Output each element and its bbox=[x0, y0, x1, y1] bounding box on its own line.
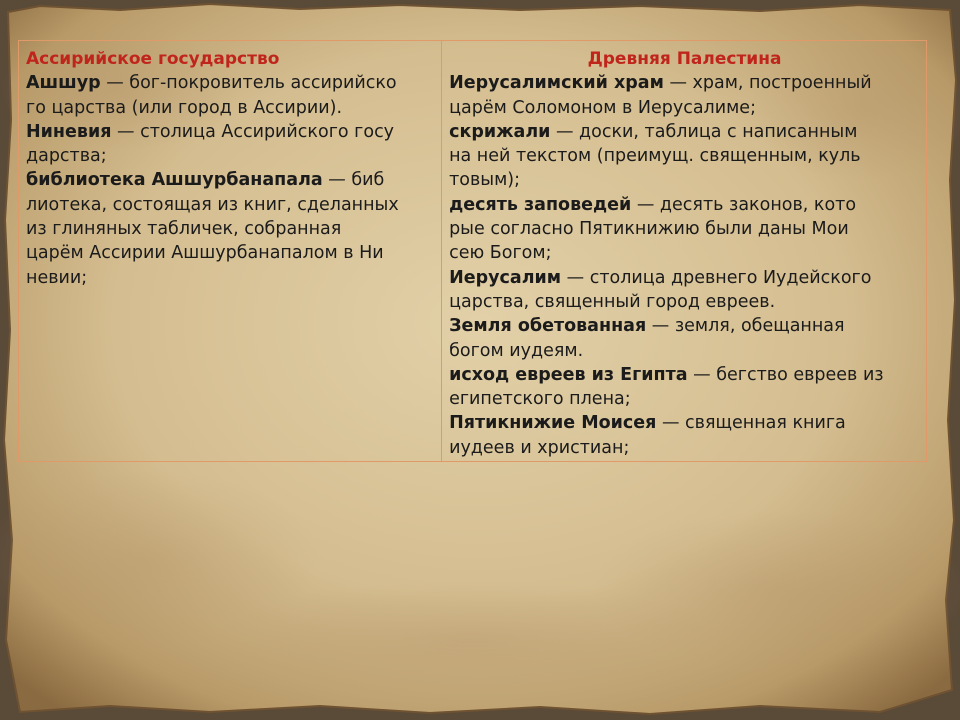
entry-line: рые согласно Пятикнижию были даны Мои bbox=[449, 219, 849, 240]
entry-line: десять заповедей — десять законов, кото bbox=[449, 194, 857, 215]
entry-line: го царства (или город в Ассирии). bbox=[26, 97, 343, 118]
entry-term: Иерусалимский храм bbox=[449, 73, 664, 94]
entry-term: Ниневия bbox=[26, 121, 112, 142]
content-table bbox=[18, 40, 927, 462]
entry-line: на ней текстом (преимущ. священным, куль bbox=[449, 146, 861, 167]
entry-term: десять заповедей bbox=[449, 194, 632, 215]
palestine-entry bbox=[449, 314, 920, 363]
entry-line: скрижали — доски, таблица с написанным bbox=[449, 121, 858, 142]
entry-term: Иерусалим bbox=[449, 267, 562, 288]
assyria-entries bbox=[26, 71, 433, 290]
entry-line: товым); bbox=[449, 170, 521, 191]
palestine-heading: Древняя Палестина bbox=[587, 49, 782, 69]
assyria-entry bbox=[26, 71, 433, 120]
entry-line: Иерусалим — столица древнего Иудейского bbox=[449, 267, 872, 288]
entry-line: дарства; bbox=[26, 146, 107, 167]
entry-line: Земля обетованная — земля, обещанная bbox=[449, 316, 845, 337]
assyria-column bbox=[19, 41, 442, 461]
entry-line: из глиняных табличек, собранная bbox=[26, 219, 342, 240]
palestine-entry bbox=[449, 193, 920, 266]
palestine-entry bbox=[449, 120, 920, 193]
entry-term: Пятикнижие Моисея bbox=[449, 413, 657, 434]
palestine-entry bbox=[449, 363, 920, 412]
entry-term: Земля обетованная bbox=[449, 316, 647, 337]
entry-line: царства, священный город евреев. bbox=[449, 291, 776, 312]
entry-line: лиотека, состоящая из книг, сделанных bbox=[26, 194, 399, 215]
palestine-entries bbox=[449, 71, 920, 460]
entry-term: Ашшур bbox=[26, 73, 101, 94]
entry-line: библиотека Ашшурбанапала — биб bbox=[26, 170, 385, 191]
entry-term: исход евреев из Египта bbox=[449, 364, 688, 385]
entry-line: иудеев и христиан; bbox=[449, 437, 630, 458]
entry-line: Пятикнижие Моисея — священная книга bbox=[449, 413, 846, 434]
palestine-entry bbox=[449, 266, 920, 315]
entry-term: скрижали bbox=[449, 121, 551, 142]
entry-line: царём Соломоном в Иерусалиме; bbox=[449, 97, 756, 118]
assyria-entry bbox=[26, 168, 433, 289]
palestine-column bbox=[442, 41, 926, 461]
entry-line: невии; bbox=[26, 267, 88, 288]
entry-line: исход евреев из Египта — бегство евреев из bbox=[449, 364, 884, 385]
entry-term: библиотека Ашшурбанапала bbox=[26, 170, 323, 191]
entry-line: богом иудеям. bbox=[449, 340, 584, 361]
entry-line: Ашшур — бог-покровитель ассирийско bbox=[26, 73, 397, 94]
entry-line: Ниневия — столица Ассирийского госу bbox=[26, 121, 395, 142]
entry-line: сею Богом; bbox=[449, 243, 552, 264]
assyria-heading: Ассирийское государство bbox=[26, 49, 280, 69]
entry-line: Иерусалимский храм — храм, построенный bbox=[449, 73, 872, 94]
assyria-entry bbox=[26, 120, 433, 169]
palestine-entry bbox=[449, 411, 920, 460]
palestine-entry bbox=[449, 71, 920, 120]
entry-line: царём Ассирии Ашшурбанапалом в Ни bbox=[26, 243, 384, 264]
entry-line: египетского плена; bbox=[449, 389, 631, 410]
